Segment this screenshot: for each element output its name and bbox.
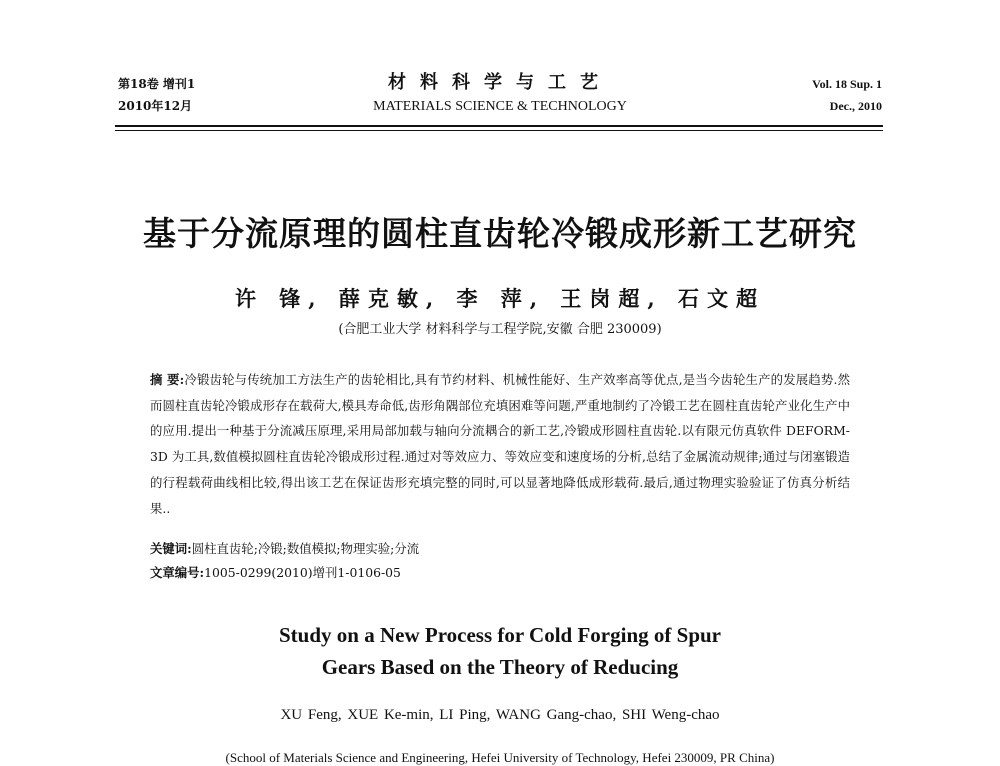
authors-cn: 许 锋, 薛克敏, 李 萍, 王岗超, 石文超 (234, 286, 766, 311)
header-volume-sup: Vol. 18 Sup. 1 (812, 77, 882, 91)
affiliation-en: (School of Materials Science and Engineering, Hefei University of Technology, Hefei 230009, PR China) (225, 750, 775, 765)
keywords-text: 圆柱直齿轮;冷锻;数值模拟;物理实验;分流 (191, 541, 420, 556)
paper-title-en-line2: Gears Based on the Theory of Reducing (321, 655, 679, 679)
abstract-text: 冷锻齿轮与传统加工方法生产的齿轮相比,具有节约材料、机械性能好、生产效率高等优点,是当今齿轮生产的发展趋势.然而圆柱直齿轮冷锻成形存在载荷大,模具寿命低,齿形角隅部位充填困难等问题,严重地制约了冷锻工艺在圆柱直齿轮产业化生产中的应用.提出一种基于分流减压原理,采用局部加载与轴向分流耦合的新工艺,冷锻成形圆柱直齿轮.以有限元仿真软件 DEFORM-3D 为工具,数值模拟圆柱直齿轮冷锻成形过程.通过对等效应力、等效应变和速度场的分析,总结了金属流动规律;通过与闭塞锻造的行程载荷曲线相比较,得出该工艺在保证齿形充填完整的同时,可以显著地降低成形载荷.最后,通过物理实验验证了仿真分析结果.. (150, 372, 850, 516)
keywords-label: 关键词: (150, 541, 192, 556)
header-volume-info-en (812, 73, 882, 117)
article-number (150, 563, 401, 581)
header-volume-issue: 第18卷 增刊1 (118, 77, 196, 91)
paper-title-en-line1: Study on a New Process for Cold Forging of Spur (279, 623, 721, 647)
journal-name-cn: 材料科学与工艺 (388, 72, 612, 93)
abstract-cn (150, 367, 850, 521)
paper-title-en (0, 619, 1000, 683)
keywords (150, 539, 419, 557)
header-rule-thin (115, 130, 883, 131)
journal-name-en: MATERIALS SCIENCE & TECHNOLOGY (373, 99, 627, 114)
header-rule-thick (115, 125, 883, 127)
article-number-label: 文章编号: (150, 565, 205, 580)
affiliation-cn: (合肥工业大学 材料科学与工程学院,安徽 合肥 230009) (338, 322, 662, 337)
header-date-cn: 2010年12月 (118, 99, 193, 113)
header-date-en: Dec., 2010 (829, 99, 882, 113)
article-number-text: 1005-0299(2010)增刊1-0106-05 (204, 565, 401, 580)
authors-en: XU Feng, XUE Ke-min, LI Ping, WANG Gang-chao, SHI Weng-chao (280, 707, 720, 723)
paper-title-cn: 基于分流原理的圆柱直齿轮冷锻成形新工艺研究 (143, 214, 857, 253)
abstract-label: 摘 要: (150, 372, 185, 387)
